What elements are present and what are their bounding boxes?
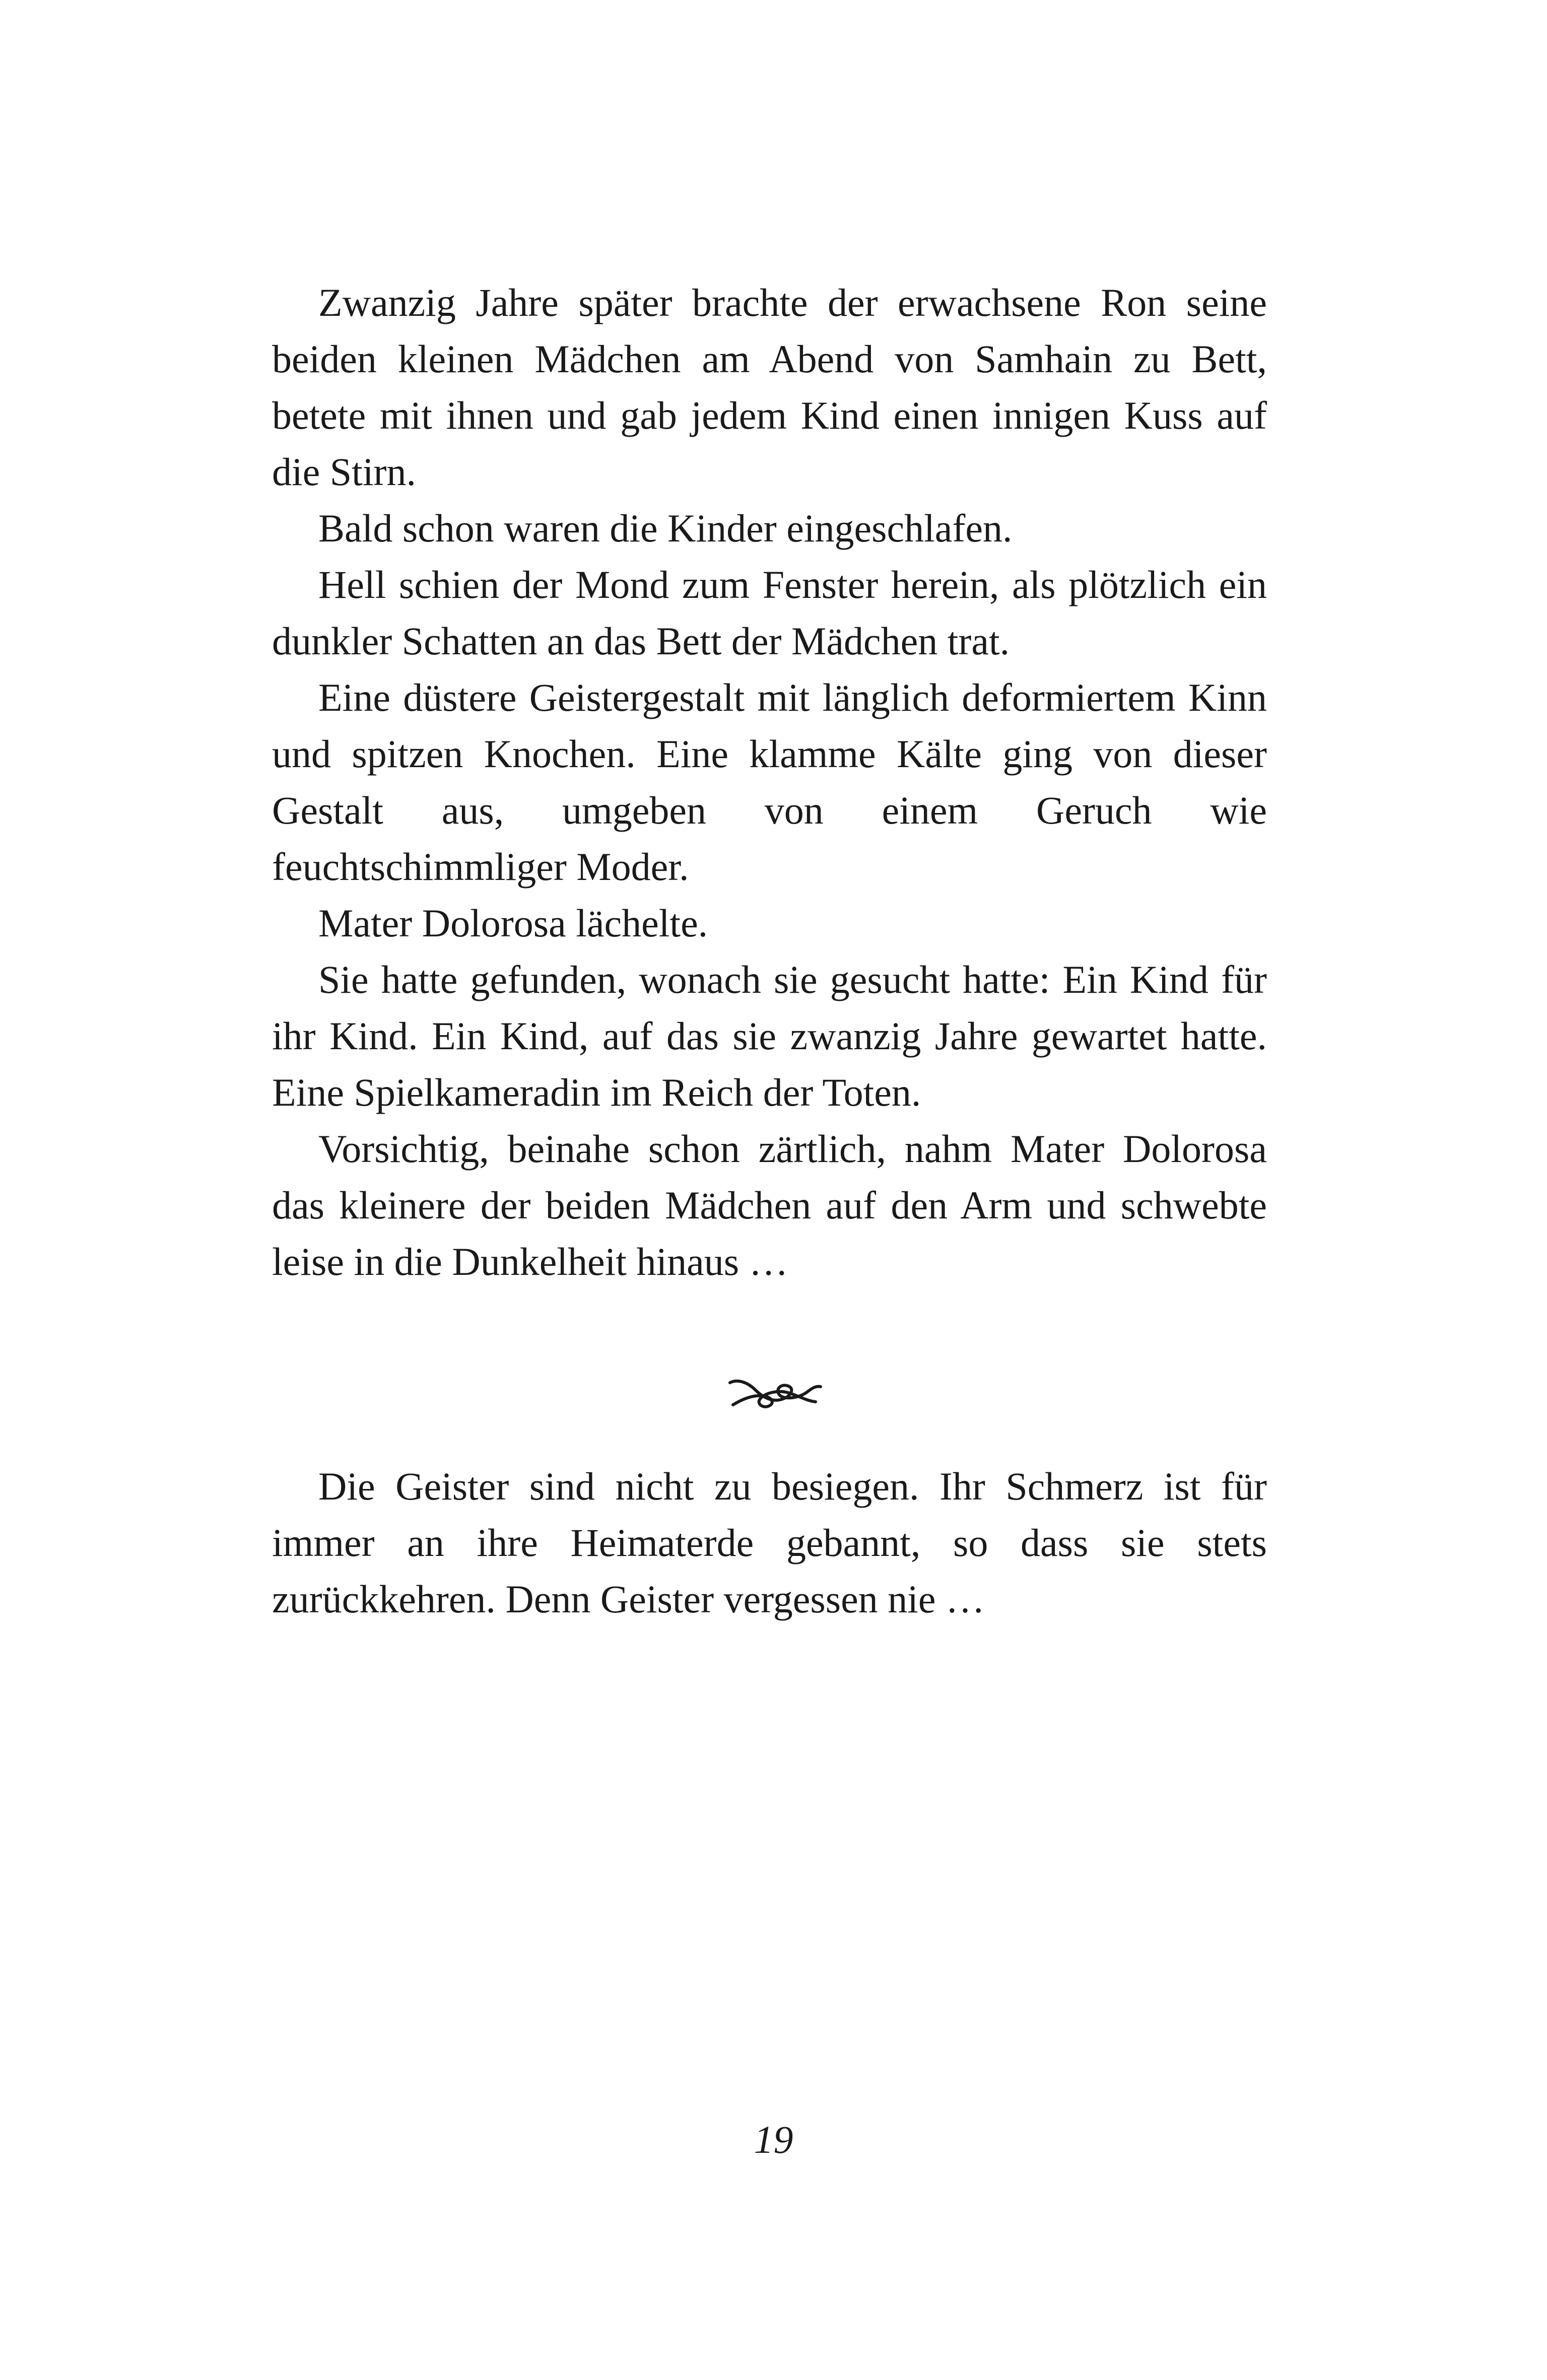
paragraph-3: Hell schien der Mond zum Fenster herein, als plötzlich ein dunkler Schatten an das Bett der Mädchen trat.	[272, 563, 1267, 663]
paragraph-2: Bald schon waren die Kinder eingeschlafen.	[318, 506, 1013, 550]
text-section-1	[272, 275, 1267, 1290]
fleuron-divider-icon	[723, 1368, 824, 1418]
paragraph-7: Vorsichtig, beinahe schon zärtlich, nahm Mater Dolorosa das kleinere der beiden Mädchen auf den Arm und schwebte leise in die Dunkelheit hinaus …	[272, 1127, 1267, 1283]
paragraph-4: Eine düstere Geistergestalt mit länglich deformiertem Kinn und spitzen Knochen. Eine klamme Kälte ging von dieser Gestalt aus, umgeben von einem Geruch wie feuchtschimmliger Moder.	[272, 675, 1267, 889]
paragraph-5: Mater Dolorosa lächelte.	[318, 901, 708, 945]
page-number: 19	[754, 2118, 793, 2161]
paragraph-8: Die Geister sind nicht zu besiegen. Ihr Schmerz ist für immer an ihre Heimaterde gebannt, so dass sie stets zurückkehren. Denn Geister vergessen nie …	[272, 1464, 1267, 1621]
text-section-2	[272, 1458, 1267, 1627]
paragraph-1: Zwanzig Jahre später brachte der erwachsene Ron seine beiden kleinen Mädchen am Abend von Samhain zu Bett, betete mit ihnen und gab jedem Kind einen innigen Kuss auf die Stirn.	[272, 281, 1267, 494]
paragraph-6: Sie hatte gefunden, wonach sie gesucht hatte: Ein Kind für ihr Kind. Ein Kind, auf das sie zwanzig Jahre gewartet hatte. Eine Spielkameradin im Reich der Toten.	[272, 958, 1267, 1114]
